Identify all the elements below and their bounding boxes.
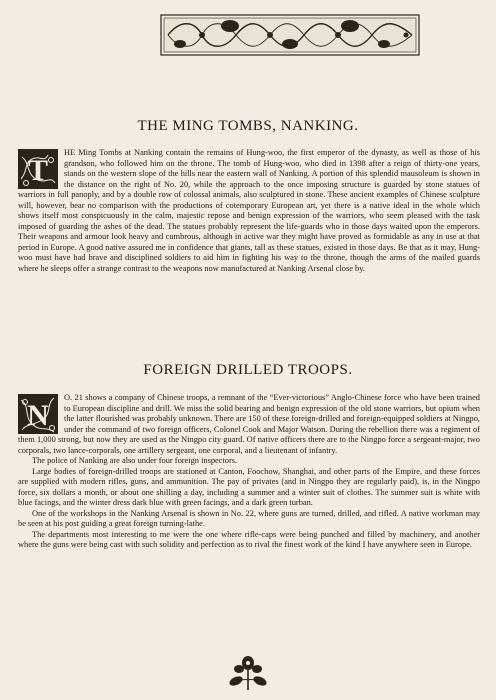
paragraph: The departments most interesting to me were the one where rifle-caps were being punched and filled by machinery, and another where the guns were being cast with such solidity and perfection as to rival the finest work of the kind I have anywhere seen in Europe.: [18, 529, 480, 549]
paragraph: O. 21 shows a company of Chinese troops, a remnant of the “Ever-victorious” Anglo-Chinese force who have been trained to European discipline and drill. We miss the solid bearing and benign expression of the old stone warriors, but opium when the latter flourished was probably unknown. There are 150 of these foreign-drilled and foreign-equipped soldiers at Ningpo, under the command of two foreign officers, Colonel Cook and Major Watson. During the rebellion there was a regiment of them 1,000 strong, but now they are used as the Ningpo city guard. Of native officers there are to the Ningpo force a sergeant-major, two corporals, two lance-corporals, one artillery sergeant, one corporal, and a lieutenant of infantry.: [18, 393, 480, 455]
section-body-ming-tombs: [18, 148, 480, 274]
dropcap-letter: T: [27, 154, 49, 187]
dropcap-letter: N: [27, 399, 49, 432]
dropcap-t-ornament: [18, 149, 58, 189]
paragraph: The police of Nanking are also under four foreign inspectors.: [32, 456, 238, 465]
dropcap-n-ornament: [18, 394, 58, 434]
paragraph: Large bodies of foreign-drilled troops are stationed at Canton, Foochow, Shanghai, and other parts of the Empire, and these forces are supplied with modern rifles, guns, and ammunition. The pay of privates (and in Ningpo they are regularly paid), is, in the Ningpo force, six dollars a month, or about one shilling a day, including a summer and a winter suit of clothes. The summer suit is white with blue facings, and the winter dress dark blue with green facings, and a dark green turban.: [18, 466, 480, 507]
flower-vignette-ornament: [228, 654, 268, 692]
floral-frieze-ornament: [160, 14, 420, 56]
section-body-foreign-drilled-troops: [18, 393, 480, 551]
section-title-ming-tombs: THE MING TOMBS, NANKING.: [137, 118, 359, 134]
paragraph: HE Ming Tombs at Nanking contain the remains of Hung-woo, the first emperor of the dynasty, as well as those of his grandson, who followed him on the throne. The tomb of Hung-woo, who died in 1398 after a reign of thirty-one years, stands on the western slope of the hills near the eastern wall of Nanking. A portion of this splendid mausoleum is shown in the distance on the right of No. 20, while the approach to the once imposing structure is guarded by stone statues of warriors in full panoply, and by a double row of colossal animals, also sculptured in stone. These ancient examples of Chinese sculpture will, however, bear no comparison with the productions of cotemporary European art, yet there is a native ideal in the whole which shows itself most conspicuously in the calm, majestic repose and benign expression of the warriors, who seem pleased with the task imposed of guarding the ashes of the dead. The statues probably represent the life-guards who in those days waited upon the emperors. Their weapons and armour look heavy and cumbrous, although in active war they might have proved as formidable as any in use at that period in Europe. A good native assured me in confidence that giants, tall as these statues, existed in those days. Be that as it may, Hung-woo must have had brave and disciplined soldiers to aid him in fighting his way to the throne, though the arms of the mailed guards where he sleeps offer a strange contrast to the weapons now manufactured at Nanking Arsenal close by.: [18, 148, 480, 273]
paragraph: One of the workshops in the Nanking Arsenal is shown in No. 22, where guns are turned, drilled, and rifled. A native workman may be seen at his post guiding a great foreign turning-lathe.: [18, 508, 480, 528]
section-title-foreign-drilled-troops: FOREIGN DRILLED TROOPS.: [143, 362, 353, 378]
